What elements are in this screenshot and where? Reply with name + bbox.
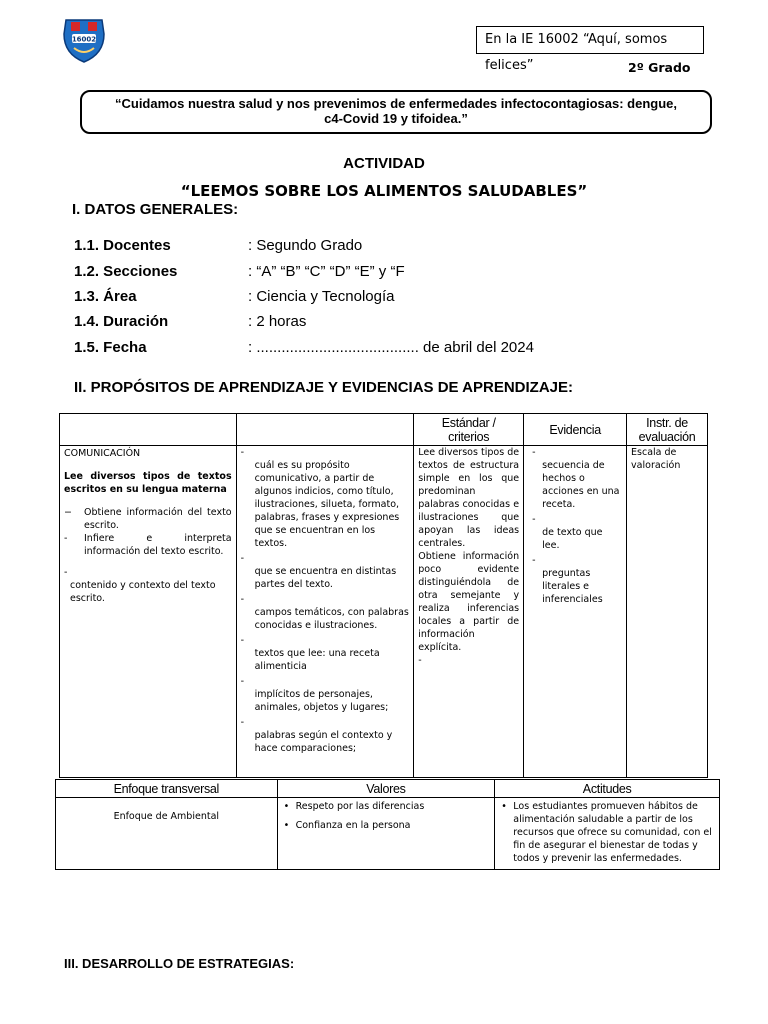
enfoque-table <box>55 779 720 870</box>
desempenos-cell <box>236 446 414 778</box>
list-item: - campos temáticos, con palabras conocidas e ilustraciones. <box>240 594 409 631</box>
datos-label-duracion: 1.4. Duración <box>74 313 169 330</box>
header-desempenos <box>236 414 414 446</box>
school-logo <box>60 14 108 64</box>
actitud-text: Los estudiantes promueven hábitos de alimentación saludable a partir de los recursos que ofrece su comunidad, con el fin de asegurar el bienestar de todas y todos y prevenir las enfermedades. <box>513 801 712 864</box>
header-estandar <box>414 414 524 446</box>
desempeno-text: implícitos de personajes, animales, objetos y lugares; <box>254 689 389 713</box>
list-item <box>64 532 232 558</box>
header-evidencia: Evidencia <box>524 414 627 446</box>
grade-label: 2º Grado <box>628 60 691 75</box>
list-item: - cuál es su propósito comunicativo, a partir de algunos indicios, como título, ilustraciones, silueta, formato, palabras, frases y expresiones que se encuentran en los textos. <box>241 446 411 550</box>
datos-value-fecha: : ....................................... de abril del 2024 <box>248 339 534 356</box>
header-estandar-line1: Estándar / <box>441 415 496 430</box>
slogan-line-2: c4-Covid 19 y tifoidea.” <box>324 111 468 126</box>
table-header-row <box>60 414 708 446</box>
estandar-paragraph-1: Lee diversos tipos de textos de estructura simple en los que predominan palabras conocidas e ilustraciones que apoyan las ideas centrales. <box>418 447 520 549</box>
desempeno-text: que se encuentra en distintas partes del texto. <box>254 566 397 590</box>
header-instrumento <box>627 414 708 446</box>
list-item: - palabras según el contexto y hace comparaciones; <box>241 716 411 755</box>
list-item: - preguntas literales e inferenciales <box>528 554 622 606</box>
bullet-icon: • <box>283 801 290 812</box>
list-item <box>64 579 232 605</box>
desempeno-text: campos temáticos, con palabras conocidas e ilustraciones. <box>254 607 409 631</box>
list-item: - secuencia de hechos o acciones en una receta. <box>528 446 622 511</box>
instrumento-cell <box>627 446 708 778</box>
table-header-row <box>56 780 720 798</box>
list-item: - que se encuentra en distintas partes del texto. <box>241 552 411 591</box>
datos-label-secciones: 1.2. Secciones <box>74 263 178 280</box>
datos-label-area: 1.3. Área <box>74 288 137 305</box>
logo-number: 16002 <box>71 35 97 44</box>
bullet-icon: • <box>283 820 290 831</box>
list-marker: - <box>64 533 68 544</box>
evidencia-cell <box>524 446 627 778</box>
datos-label-docentes: 1.1. Docentes <box>74 237 171 254</box>
list-item <box>501 800 713 865</box>
header-actitudes: Actitudes <box>495 780 720 798</box>
school-motto: En la IE 16002 “Aquí, somos felices” <box>476 26 704 54</box>
valor-text: Respeto por las diferencias <box>295 801 425 812</box>
evidencia-text: de texto que lee. <box>542 527 603 551</box>
list-item <box>284 800 489 813</box>
estandar-paragraph-3: - <box>418 655 422 666</box>
slogan-box <box>80 90 712 134</box>
desempeno-text: palabras según el contexto y hace comparaciones; <box>254 730 393 754</box>
header-enfoque: Enfoque transversal <box>56 780 278 798</box>
estandar-paragraph-2: Obtiene información poco evidente distinguiéndola de otra semejante y realiza inferencias locales a partir de información explícita. <box>418 551 520 653</box>
table-row <box>56 798 720 870</box>
slogan-line-1: “Cuidamos nuestra salud y nos prevenimos de enfermedades infectocontagiosas: dengue, <box>114 96 678 111</box>
list-item: - textos que lee: una receta alimenticia <box>241 634 411 673</box>
table-row <box>60 446 708 778</box>
desempeno-text: cuál es su propósito comunicativo, a partir de algunos indicios, como título, ilustraciones, silueta, formato, palabras, frases y expresiones que se encuentran en los textos. <box>254 460 400 549</box>
header-instrumento-line2: evaluación <box>638 429 696 444</box>
list-marker: − <box>64 507 72 518</box>
datos-value-secciones: : “A” “B” “C” “D” “E” y “F <box>248 263 405 280</box>
header-estandar-line2: criterios <box>448 429 490 444</box>
section-heading-propositos: II. PROPÓSITOS DE APRENDIZAJE Y EVIDENCIAS DE APRENDIZAJE: <box>74 379 573 396</box>
area-label: COMUNICACIÓN <box>64 448 141 459</box>
valores-cell <box>277 798 495 870</box>
capacidad-text: Obtiene información del texto escrito. <box>84 507 232 531</box>
list-marker: - <box>64 567 68 578</box>
capacidad-text: contenido y contexto del texto escrito. <box>70 580 216 604</box>
header-valores: Valores <box>277 780 495 798</box>
datos-label-fecha: 1.5. Fecha <box>74 339 147 356</box>
capacidades-list <box>64 506 232 605</box>
list-item <box>64 566 232 579</box>
list-item <box>64 506 232 532</box>
propositos-table <box>59 413 708 778</box>
list-item <box>284 819 489 832</box>
evidencia-text: secuencia de hechos o acciones en una receta. <box>542 460 620 510</box>
list-item: - implícitos de personajes, animales, objetos y lugares; <box>241 675 411 714</box>
header-competencias <box>60 414 237 446</box>
list-item: - de texto que lee. <box>528 513 622 552</box>
valor-text: Confianza en la persona <box>295 820 411 831</box>
activity-title: “LEEMOS SOBRE LOS ALIMENTOS SALUDABLES” <box>180 182 588 200</box>
header-instrumento-line1: Instr. de <box>646 415 688 430</box>
evidencia-text: preguntas literales e inferenciales <box>542 568 603 605</box>
bullet-icon: • <box>501 801 507 812</box>
competencia-text: Lee diversos tipos de textos escritos en su lengua materna <box>64 471 232 495</box>
datos-value-area: : Ciencia y Tecnología <box>248 288 395 305</box>
activity-label: ACTIVIDAD <box>343 155 425 172</box>
datos-value-docentes: : Segundo Grado <box>248 237 363 254</box>
capacidad-text: Infiere e interpreta información del texto escrito. <box>84 533 232 557</box>
enfoque-cell: Enfoque de Ambiental <box>56 798 278 870</box>
competencias-cell <box>60 446 237 778</box>
instrumento-text: Escala de valoración <box>631 447 681 471</box>
actitudes-cell <box>495 798 720 870</box>
estandar-cell <box>414 446 524 778</box>
section-heading-desarrollo: III. DESARROLLO DE ESTRATEGIAS: <box>64 956 295 971</box>
section-heading-datos: I. DATOS GENERALES: <box>72 201 239 218</box>
desempeno-text: textos que lee: una receta alimenticia <box>254 648 380 672</box>
datos-value-duracion: : 2 horas <box>248 313 307 330</box>
